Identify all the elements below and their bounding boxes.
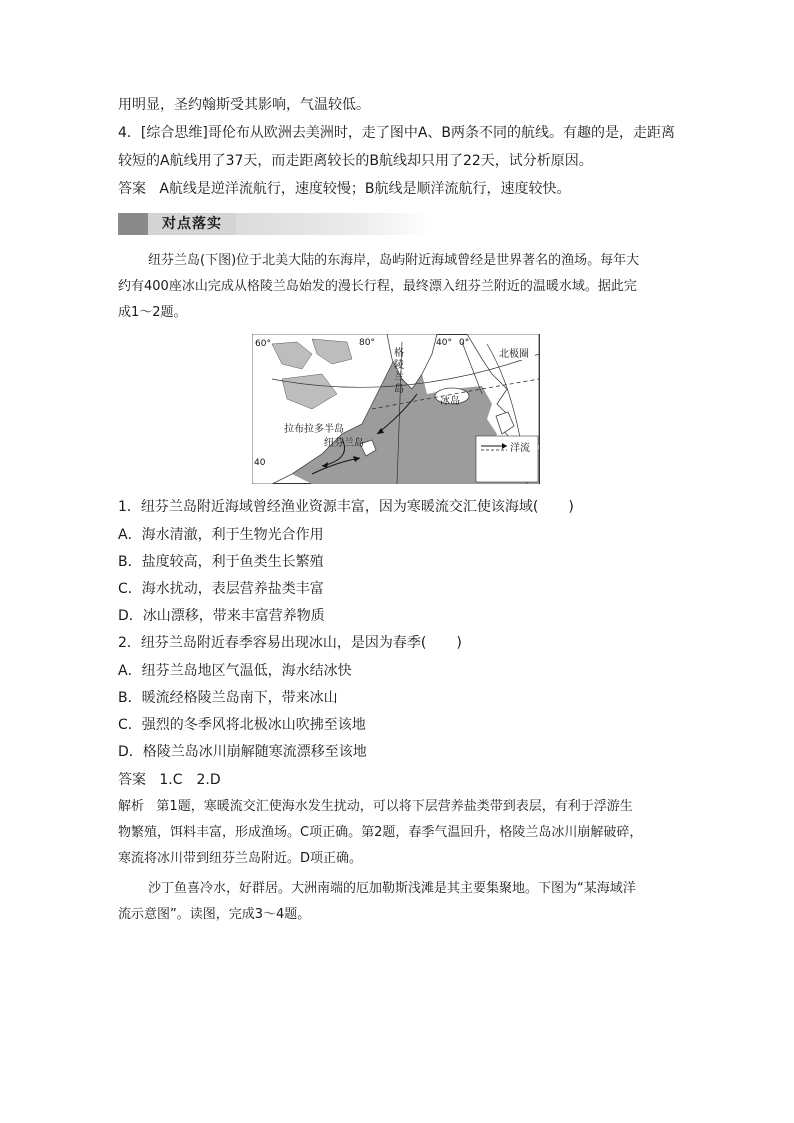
greenland-label: 兰 — [394, 372, 404, 383]
question-1-text: 1．纽芬兰岛附近海域曾经渔业资源丰富，因为寒暖流交汇使该海域( — [118, 499, 539, 515]
newfoundland-label: 纽芬兰岛 — [324, 438, 364, 449]
answer-4 — [118, 179, 571, 199]
answer-text: A航线是逆洋流航行，速度较慢；B航线是顺洋流航行，速度较快。 — [159, 181, 571, 197]
q1-option-b: B．盐度较高，利于鱼类生长繁殖 — [118, 554, 324, 570]
answer-1-2 — [118, 770, 221, 790]
longitude-80-label: 80° — [359, 338, 375, 348]
arctic-circle-label: 北极圈 — [499, 349, 529, 360]
question-1-close: ) — [568, 499, 574, 515]
question-2-close: ) — [456, 635, 462, 651]
intro-line: 约有400座冰山完成从格陵兰岛始发的漫长行程，最终漂入纽芬兰附近的温暖水域。据此完 — [118, 279, 637, 294]
analysis-text: 第1题，寒暖流交汇使海水发生扰动，可以将下层营养盐类带到表层，有利于浮游生 — [156, 799, 633, 814]
intro-line: 纽芬兰岛(下图)位于北美大陆的东海岸，岛屿附近海域曾经是世界著名的渔场。每年大 — [148, 253, 640, 268]
newfoundland-map — [252, 334, 540, 484]
latitude-40-label: 40 — [254, 458, 266, 468]
greenland-label: 格 — [394, 348, 404, 359]
analysis-label: 解析 — [118, 799, 145, 814]
text-line: 用明显，圣约翰斯受其影响，气温较低。 — [118, 97, 370, 113]
longitude-40-label: 40° — [436, 338, 452, 348]
greenland-label: 岛 — [394, 384, 404, 395]
analysis-line-1 — [118, 797, 633, 817]
legend-label: 洋流 — [510, 443, 530, 454]
next-intro-line: 流示意图”。读图，完成3～4题。 — [118, 907, 311, 922]
longitude-0-label: 0° — [459, 338, 470, 348]
intro-line: 成1～2题。 — [118, 305, 187, 320]
section-title: 对点落实 — [148, 213, 236, 235]
q2-option-c: C．强烈的冬季风将北极冰山吹拂至该地 — [118, 717, 366, 733]
question-4-line-2: 较短的A航线用了37天，而走距离较长的B航线却只用了22天，试分析原因。 — [118, 153, 593, 169]
answer-text: 1.C 2.D — [159, 772, 221, 788]
iceland-label: 冰岛 — [440, 396, 460, 407]
q2-option-b: B．暖流经格陵兰岛南下，带来冰山 — [118, 690, 338, 706]
section-header — [118, 213, 432, 235]
question-2-stem — [118, 633, 462, 653]
question-2-text: 2．纽芬兰岛附近春季容易出现冰山，是因为春季( — [118, 635, 427, 651]
q2-option-a: A．纽芬兰岛地区气温低，海水结冰快 — [118, 663, 352, 679]
q2-option-d: D．格陵兰岛冰川崩解随寒流漂移至该地 — [118, 744, 367, 760]
labrador-label: 拉布拉多半岛 — [284, 424, 344, 435]
greenland-label: 陵 — [394, 360, 404, 371]
answer-label: 答案 — [118, 772, 146, 788]
longitude-60-label: 60° — [255, 339, 271, 349]
next-intro-line: 沙丁鱼喜冷水，好群居。大洲南端的厄加勒斯浅滩是其主要集聚地。下图为“某海域洋 — [148, 881, 636, 896]
q1-option-a: A．海水清澈，利于生物光合作用 — [118, 527, 324, 543]
analysis-line-2: 物繁殖，饵料丰富，形成渔场。C项正确。第2题，春季气温回升，格陵兰岛冰川崩解破碎， — [118, 825, 643, 840]
question-4-line-1: 4．[综合思维]哥伦布从欧洲去美洲时，走了图中A、B两条不同的航线。有趣的是，走距离 — [118, 125, 676, 141]
q1-option-d: D．冰山漂移，带来丰富营养物质 — [118, 608, 325, 624]
answer-label: 答案 — [118, 181, 146, 197]
analysis-line-3: 寒流将冰川带到纽芬兰岛附近。D项正确。 — [118, 851, 363, 866]
q1-option-c: C．海水扰动，表层营养盐类丰富 — [118, 581, 324, 597]
question-1-stem — [118, 497, 574, 517]
